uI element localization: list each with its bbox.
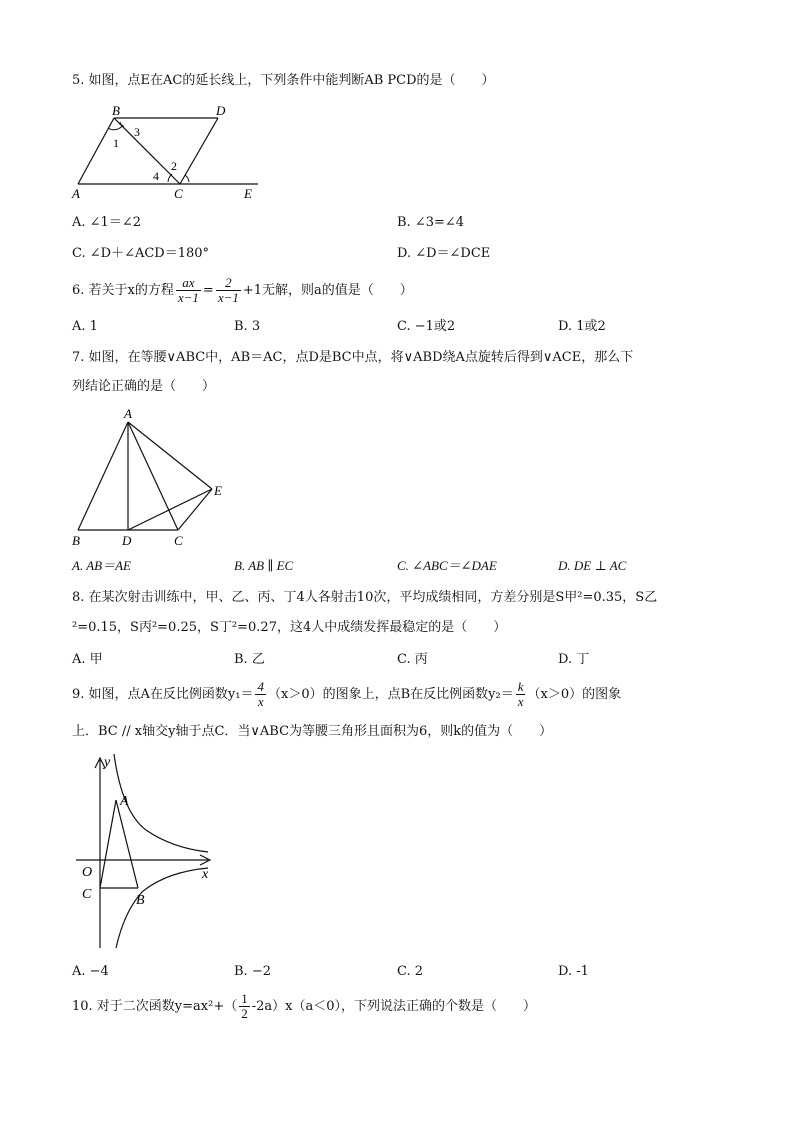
q10-text: [72, 991, 536, 1023]
q9-line-1-part-b: （x＞0）的图象上，点B在反比例函数y₂＝: [267, 687, 514, 702]
q9-axis-label-x: x: [202, 867, 209, 882]
q7-label-A: A: [124, 406, 132, 421]
q6-text: [72, 275, 413, 307]
q5-label-C: C: [174, 186, 183, 201]
q9-line-1: [72, 678, 621, 712]
q9-line-2: 上．BC // x轴交y轴于点C．当∨ABC为等腰三角形且面积为6，则k的值为（ ）: [72, 724, 553, 739]
q9-fraction-2: $\frac{k}{x}$: [517, 679, 524, 709]
q5-option-b[interactable]: B. ∠3=∠4: [397, 215, 465, 230]
q9-label-O: O: [82, 865, 93, 880]
q6-equals: =: [202, 283, 214, 298]
q9-option-b[interactable]: B. −2: [234, 964, 271, 979]
q5-label-A: A: [72, 186, 80, 201]
q9-label-C: C: [82, 887, 92, 902]
q9-option-a[interactable]: A. −4: [72, 964, 109, 979]
q9-option-d[interactable]: D. -1: [558, 964, 589, 979]
q7-label-E: E: [214, 483, 222, 498]
q5-option-a[interactable]: A. ∠1＝∠2: [72, 215, 141, 230]
q5-text: 5. 如图，点E在AC的延长线上，下列条件中能判断AB PCD的是（ ）: [72, 73, 495, 88]
q7-option-b[interactable]: B. AB ∥ EC: [234, 558, 294, 573]
q5-angle-4: 4: [153, 169, 159, 183]
q5-angle-3: 3: [134, 125, 140, 139]
q7-line-1: 7. 如图，在等腰∨ABC中，AB＝AC，点D是BC中点，将∨ABD绕A点旋转后得到∨ACE，那么下: [72, 350, 634, 365]
q9-label-B: B: [136, 893, 145, 908]
q7-option-c[interactable]: C. ∠ABC＝∠DAE: [397, 558, 497, 573]
q5-figure: [68, 102, 268, 202]
q6-fraction-1: $\frac{ax}{x-1}$: [177, 275, 199, 305]
q5-option-c[interactable]: C. ∠D＋∠ACD＝180°: [72, 246, 210, 261]
q5-label-E: E: [244, 186, 252, 201]
q9-label-A: A: [120, 794, 129, 809]
q6-option-b[interactable]: B. 3: [234, 319, 261, 334]
q5-angle-2: 2: [171, 159, 177, 173]
q8-option-b[interactable]: B. 乙: [234, 652, 265, 667]
q7-figure: [66, 405, 236, 550]
q8-line-1: 8. 在某次射击训练中，甲、乙、丙、丁4人各射击10次，平均成绩相同，方差分别是S甲²=0.35，S乙: [72, 590, 658, 605]
q9-line-1-part-a: 9. 如图，点A在反比例函数y₁＝: [72, 687, 254, 702]
q7-label-B: B: [72, 533, 80, 548]
q6-option-c[interactable]: C. −1或2: [397, 319, 456, 334]
q10-fraction: $\frac{1}{2}$: [241, 991, 248, 1021]
q9-line-1-part-c: （x＞0）的图象: [527, 687, 622, 702]
q9-option-c[interactable]: C. 2: [397, 964, 424, 979]
q8-option-a[interactable]: A. 甲: [72, 652, 103, 667]
q6-option-d[interactable]: D. 1或2: [558, 319, 606, 334]
q6-fraction-2: $\frac{2}{x-1}$: [217, 275, 239, 305]
q9-fraction-1: $\frac{4}{x}$: [257, 679, 264, 709]
q6-option-a[interactable]: A. 1: [72, 319, 98, 334]
q8-option-d[interactable]: D. 丁: [558, 652, 590, 667]
q7-label-C: C: [174, 533, 183, 548]
q5-label-B: B: [112, 103, 120, 118]
q7-line-2: 列结论正确的是（ ）: [72, 379, 216, 394]
q7-label-D: D: [122, 533, 132, 548]
q5-label-D: D: [216, 103, 226, 118]
q8-line-2: ²=0.15，S丙²=0.25，S丁²=0.27，这4人中成绩发挥最稳定的是（ ）: [72, 620, 507, 635]
q8-option-c[interactable]: C. 丙: [397, 652, 428, 667]
q6-prefix: 6. 若关于x的方程: [72, 283, 174, 298]
q6-suffix: +1无解，则a的值是（ ）: [242, 283, 413, 298]
q5-angle-1: 1: [113, 136, 119, 150]
q5-option-d[interactable]: D. ∠D＝∠DCE: [397, 246, 491, 261]
q7-option-a[interactable]: A. AB＝AE: [72, 558, 131, 573]
q9-figure: [76, 752, 226, 954]
q9-axis-label-y: y: [104, 755, 111, 770]
q10-suffix: -2a）x（a＜0），下列说法正确的个数是（ ）: [251, 999, 537, 1014]
q10-prefix: 10. 对于二次函数y=ax²+（: [72, 999, 238, 1014]
q7-option-d[interactable]: D. DE ⊥ AC: [558, 558, 627, 573]
